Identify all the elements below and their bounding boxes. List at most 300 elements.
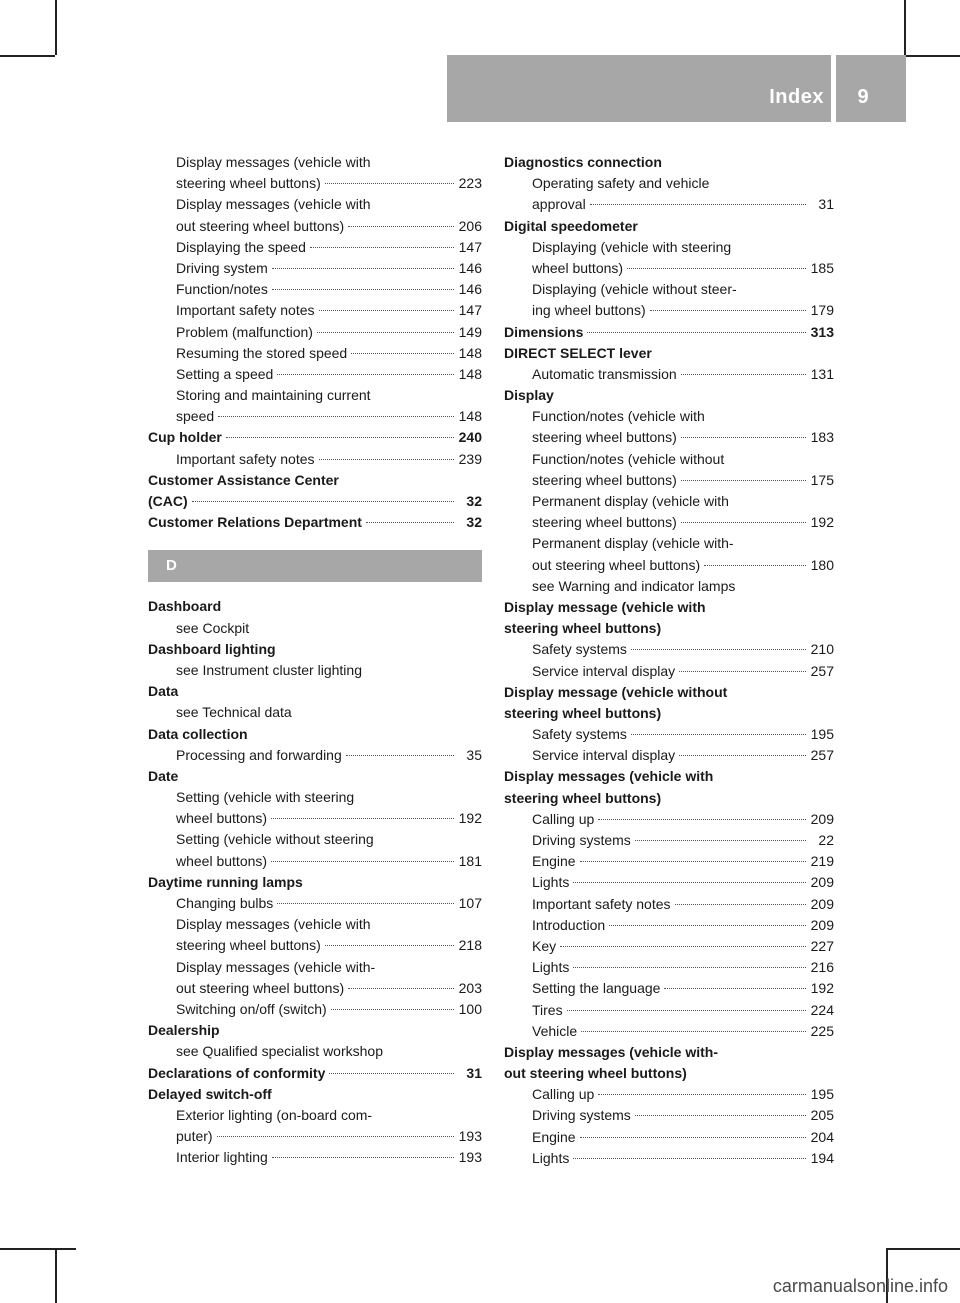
- entry-text: Data: [148, 683, 179, 700]
- index-entry[interactable]: [148, 491, 482, 512]
- index-subentry[interactable]: [504, 661, 834, 682]
- index-subentry: [148, 660, 482, 681]
- page-reference[interactable]: 148: [458, 344, 482, 361]
- index-subentry: [504, 576, 834, 597]
- index-entry: [504, 216, 834, 237]
- page-reference[interactable]: 22: [818, 832, 834, 848]
- index-entry: [148, 681, 482, 702]
- page-reference[interactable]: 192: [810, 980, 834, 997]
- page-reference[interactable]: 313: [810, 323, 834, 340]
- index-subentry[interactable]: [504, 1148, 834, 1169]
- index-subentry[interactable]: [148, 978, 482, 999]
- index-subentry[interactable]: [504, 1021, 834, 1042]
- entry-text: steering wheel buttons): [176, 175, 321, 192]
- entry-text: Tires: [532, 1001, 563, 1018]
- dot-leader: [271, 818, 454, 819]
- page-reference[interactable]: 210: [810, 641, 834, 658]
- entry-text: Declarations of conformity: [148, 1064, 326, 1081]
- dot-leader: [272, 268, 454, 269]
- page-reference[interactable]: 206: [458, 217, 482, 234]
- entry-text: Operating safety and vehicle: [532, 175, 710, 192]
- entry-text: Dealership: [148, 1022, 220, 1039]
- index-entry: [148, 1020, 482, 1041]
- entry-text: Customer Assistance Center: [148, 471, 339, 488]
- dot-leader: [581, 1031, 806, 1032]
- index-subentry[interactable]: [148, 406, 482, 427]
- dot-leader: [272, 289, 454, 290]
- entry-text: Setting (vehicle with steering: [176, 789, 355, 806]
- entry-text: Important safety notes: [532, 895, 671, 912]
- index-entry: [148, 596, 482, 617]
- index-entry: [504, 152, 834, 173]
- index-subentry: [148, 914, 482, 935]
- entry-text: Exterior lighting (on-board com-: [176, 1106, 373, 1123]
- dot-leader: [271, 861, 454, 862]
- entry-text: Automatic transmission: [532, 365, 677, 382]
- page-reference[interactable]: 204: [810, 1128, 834, 1145]
- index-subentry[interactable]: [504, 745, 834, 766]
- page-reference[interactable]: 240: [458, 429, 482, 446]
- crop-mark-bottom-right-horizontal: [886, 1248, 960, 1250]
- index-subentry[interactable]: [148, 300, 482, 321]
- page-reference[interactable]: 192: [458, 810, 482, 827]
- index-subentry[interactable]: [148, 364, 482, 385]
- index-entry: [504, 385, 834, 406]
- page-reference[interactable]: 147: [458, 238, 482, 255]
- index-entry[interactable]: [504, 322, 834, 343]
- entry-text: Function/notes (vehicle with: [532, 408, 705, 425]
- index-subentry[interactable]: [504, 1000, 834, 1021]
- entry-text: Driving systems: [532, 832, 631, 848]
- index-entry: [504, 618, 834, 639]
- entry-text: Display message (vehicle with: [504, 598, 706, 615]
- entry-text: speed: [176, 408, 215, 425]
- watermark: carmanualsonline.info: [772, 1276, 948, 1296]
- page-reference[interactable]: 219: [810, 853, 834, 870]
- entry-text: Date: [148, 767, 179, 784]
- index-subentry[interactable]: [504, 639, 834, 660]
- index-subentry[interactable]: [504, 915, 834, 936]
- index-subentry[interactable]: [504, 512, 834, 533]
- index-subentry[interactable]: [504, 936, 834, 957]
- page-reference[interactable]: 195: [810, 1086, 834, 1103]
- index-subentry[interactable]: [148, 808, 482, 829]
- page-reference[interactable]: 179: [810, 302, 834, 319]
- index-entry: [504, 703, 834, 724]
- entry-text: Display messages (vehicle with-: [504, 1043, 718, 1060]
- index-subentry[interactable]: [148, 279, 482, 300]
- index-subentry[interactable]: [504, 427, 834, 448]
- index-subentry: [148, 194, 482, 215]
- page-reference[interactable]: 224: [810, 1001, 834, 1018]
- dot-leader: [675, 904, 806, 905]
- entry-text: Changing bulbs: [176, 895, 274, 911]
- entry-text: out steering wheel buttons): [176, 217, 345, 234]
- entry-text: Lights: [532, 1149, 570, 1166]
- dot-leader: [681, 374, 806, 375]
- dot-leader: [192, 501, 454, 502]
- index-subentry[interactable]: [504, 894, 834, 915]
- entry-text: Resuming the stored speed: [176, 344, 348, 361]
- dot-leader: [348, 226, 454, 227]
- dot-leader: [329, 1073, 454, 1074]
- dot-leader: [681, 522, 806, 523]
- page-reference[interactable]: 192: [810, 514, 834, 531]
- entry-text: Processing and forwarding: [176, 746, 342, 763]
- page-reference[interactable]: 203: [458, 979, 482, 996]
- page-reference[interactable]: 35: [466, 746, 482, 763]
- dot-leader: [664, 988, 806, 989]
- page-reference[interactable]: 100: [458, 1000, 482, 1017]
- page-reference[interactable]: 257: [810, 747, 834, 764]
- page-reference[interactable]: 195: [810, 726, 834, 743]
- entry-text: Displaying (vehicle without steer-: [532, 281, 737, 298]
- entry-text: steering wheel buttons): [532, 429, 677, 446]
- crop-mark-top-right-vertical: [904, 0, 906, 55]
- index-subentry[interactable]: [504, 978, 834, 999]
- index-subentry[interactable]: [148, 322, 482, 343]
- crop-mark-bottom-left-vertical: [55, 1248, 57, 1303]
- entry-text: Key: [532, 937, 557, 954]
- page-title: Index: [769, 86, 824, 108]
- dot-leader: [590, 204, 806, 205]
- dot-leader: [679, 671, 806, 672]
- page-reference[interactable]: 185: [810, 259, 834, 276]
- index-subentry[interactable]: [148, 237, 482, 258]
- index-subentry[interactable]: [148, 999, 482, 1020]
- dot-leader: [217, 1136, 454, 1137]
- index-entry: [148, 470, 482, 491]
- dot-leader: [319, 459, 454, 460]
- entry-text: steering wheel buttons): [532, 471, 677, 488]
- entry-text: Dashboard: [148, 598, 222, 615]
- index-entry: [504, 343, 834, 364]
- page-reference[interactable]: 131: [810, 365, 834, 382]
- entry-text: Daytime running lamps: [148, 873, 303, 890]
- index-subentry[interactable]: [148, 745, 482, 766]
- index-subentry[interactable]: [504, 872, 834, 893]
- entry-text: steering wheel buttons): [504, 704, 662, 721]
- page-reference[interactable]: 107: [458, 895, 482, 911]
- entry-text: Customer Relations Department: [148, 514, 362, 531]
- dot-leader: [560, 946, 806, 947]
- index-subentry: [504, 449, 834, 470]
- entry-text: Permanent display (vehicle with-: [532, 535, 734, 552]
- entry-text: Important safety notes: [176, 302, 315, 319]
- dot-leader: [650, 310, 806, 311]
- index-subentry[interactable]: [148, 258, 482, 279]
- entry-text: see Warning and indicator lamps: [532, 577, 736, 594]
- entry-text: Digital speedometer: [504, 217, 638, 234]
- entry-text: (CAC): [148, 493, 188, 509]
- page-reference[interactable]: 149: [458, 323, 482, 340]
- page-reference[interactable]: 146: [458, 259, 482, 276]
- dot-leader: [331, 1009, 454, 1010]
- index-entry: [148, 639, 482, 660]
- page-reference[interactable]: 148: [458, 408, 482, 425]
- entry-text: Driving systems: [532, 1107, 631, 1124]
- page-reference[interactable]: 218: [458, 937, 482, 954]
- page-reference[interactable]: 193: [458, 1149, 482, 1166]
- index-subentry[interactable]: [504, 724, 834, 745]
- page-reference[interactable]: 146: [458, 281, 482, 298]
- index-subentry: [148, 1041, 482, 1062]
- dot-leader: [573, 967, 806, 968]
- entry-text: Introduction: [532, 916, 606, 933]
- entry-text: Delayed switch-off: [148, 1085, 272, 1102]
- dot-leader: [635, 840, 806, 841]
- page-reference[interactable]: 32: [466, 514, 482, 531]
- index-entry: [504, 597, 834, 618]
- entry-text: out steering wheel buttons): [504, 1065, 687, 1082]
- entry-text: Dashboard lighting: [148, 640, 276, 657]
- index-subentry[interactable]: [148, 893, 482, 914]
- dot-leader: [704, 565, 806, 566]
- index-subentry[interactable]: [148, 1147, 482, 1168]
- entry-text: Engine: [532, 853, 576, 870]
- entry-text: Storing and maintaining current: [176, 387, 371, 404]
- entry-text: Data collection: [148, 725, 248, 742]
- entry-text: wheel buttons): [532, 259, 624, 276]
- entry-text: steering wheel buttons): [504, 789, 662, 806]
- page-reference[interactable]: 239: [458, 450, 482, 467]
- index-subentry[interactable]: [148, 173, 482, 194]
- entry-text: Problem (malfunction): [176, 323, 313, 340]
- index-entry: [504, 1042, 834, 1063]
- page-reference[interactable]: 175: [810, 471, 834, 488]
- page-reference[interactable]: 194: [810, 1149, 834, 1166]
- index-subentry: [148, 702, 482, 723]
- index-entry: [504, 1063, 834, 1084]
- index-subentry: [148, 618, 482, 639]
- entry-text: Function/notes: [176, 281, 268, 298]
- dot-leader: [631, 734, 806, 735]
- index-subentry[interactable]: [504, 830, 834, 851]
- index-entry[interactable]: [148, 1063, 482, 1084]
- entry-text: Displaying (vehicle with steering: [532, 238, 732, 255]
- entry-text: Lights: [532, 874, 570, 891]
- dot-leader: [573, 1158, 806, 1159]
- index-subentry: [504, 533, 834, 554]
- index-subentry: [504, 491, 834, 512]
- entry-text: Display messages (vehicle with: [176, 916, 371, 933]
- index-entry: [504, 682, 834, 703]
- entry-text: Setting the language: [532, 980, 661, 997]
- dot-leader: [587, 332, 806, 333]
- entry-text: wheel buttons): [176, 852, 268, 869]
- page-reference[interactable]: 31: [466, 1064, 482, 1081]
- page-reference[interactable]: 216: [810, 959, 834, 976]
- index-subentry[interactable]: [504, 364, 834, 385]
- index-entry[interactable]: [148, 427, 482, 448]
- crop-mark-bottom-left-horizontal: [0, 1248, 76, 1250]
- dot-leader: [277, 374, 454, 375]
- dot-leader: [317, 332, 454, 333]
- page-reference[interactable]: 209: [810, 916, 834, 933]
- entry-text: ing wheel buttons): [532, 302, 646, 319]
- dot-leader: [310, 247, 454, 248]
- index-subentry[interactable]: [504, 1084, 834, 1105]
- dot-leader: [366, 522, 454, 523]
- entry-text: DIRECT SELECT lever: [504, 344, 652, 361]
- crop-mark-top-right-horizontal: [906, 55, 960, 57]
- entry-text: Calling up: [532, 1086, 595, 1103]
- dot-leader: [346, 755, 454, 756]
- entry-text: approval: [532, 196, 586, 213]
- index-subentry[interactable]: [504, 300, 834, 321]
- page-reference[interactable]: 209: [810, 874, 834, 891]
- index-entry: [504, 766, 834, 787]
- page-reference[interactable]: 31: [818, 196, 834, 213]
- index-subentry[interactable]: [148, 1126, 482, 1147]
- entry-text: steering wheel buttons): [176, 937, 321, 954]
- index-subentry: [504, 279, 834, 300]
- index-subentry[interactable]: [148, 851, 482, 872]
- index-entry: [148, 766, 482, 787]
- index-subentry: [148, 829, 482, 850]
- index-subentry[interactable]: [504, 194, 834, 215]
- entry-text: Display messages (vehicle with-: [176, 958, 376, 975]
- entry-text: see Technical data: [176, 704, 292, 721]
- entry-text: Display message (vehicle without: [504, 683, 728, 700]
- index-subentry: [148, 957, 482, 978]
- crop-mark-top-left-vertical: [55, 0, 57, 55]
- dot-leader: [580, 861, 806, 862]
- dot-leader: [679, 755, 806, 756]
- page-number: 9: [857, 86, 869, 108]
- page-reference[interactable]: 257: [810, 662, 834, 679]
- dot-leader: [573, 882, 806, 883]
- entry-text: Driving system: [176, 259, 268, 276]
- index-subentry[interactable]: [504, 258, 834, 279]
- index-column-left: [148, 152, 482, 1168]
- dot-leader: [567, 1010, 806, 1011]
- page-reference[interactable]: 181: [458, 852, 482, 869]
- entry-text: Important safety notes: [176, 450, 315, 467]
- dot-leader: [635, 1115, 806, 1116]
- dot-leader: [325, 183, 454, 184]
- index-subentry[interactable]: [504, 809, 834, 830]
- page-reference[interactable]: 209: [810, 895, 834, 912]
- entry-text: Display messages (vehicle with: [176, 196, 371, 213]
- dot-leader: [325, 945, 454, 946]
- entry-text: see Qualified specialist workshop: [176, 1043, 383, 1060]
- index-entry: [148, 872, 482, 893]
- index-subentry[interactable]: [504, 957, 834, 978]
- dot-leader: [319, 310, 454, 311]
- entry-text: out steering wheel buttons): [532, 556, 701, 573]
- dot-leader: [226, 437, 454, 438]
- dot-leader: [218, 416, 454, 417]
- index-subentry: [504, 173, 834, 194]
- page-reference[interactable]: 193: [458, 1128, 482, 1145]
- entry-text: Vehicle: [532, 1022, 578, 1039]
- page-reference[interactable]: 180: [810, 556, 834, 573]
- index-subentry[interactable]: [148, 343, 482, 364]
- entry-text: Service interval display: [532, 747, 676, 764]
- index-column-right: [504, 152, 834, 1169]
- index-entry[interactable]: [148, 512, 482, 533]
- entry-text: out steering wheel buttons): [176, 979, 345, 996]
- entry-text: Permanent display (vehicle with: [532, 493, 729, 509]
- index-subentry: [148, 385, 482, 406]
- page-reference[interactable]: 183: [810, 429, 834, 446]
- entry-text: wheel buttons): [176, 810, 268, 827]
- entry-text: Safety systems: [532, 726, 627, 743]
- entry-text: Display messages (vehicle with: [504, 768, 714, 785]
- entry-text: Diagnostics connection: [504, 154, 662, 170]
- index-subentry[interactable]: [504, 555, 834, 576]
- entry-text: Setting a speed: [176, 365, 274, 382]
- entry-text: Service interval display: [532, 662, 676, 679]
- dot-leader: [627, 268, 806, 269]
- entry-text: Display: [504, 387, 554, 404]
- entry-text: Dimensions: [504, 323, 584, 340]
- entry-text: Engine: [532, 1128, 576, 1145]
- dot-leader: [351, 353, 454, 354]
- dot-leader: [631, 649, 806, 650]
- dot-leader: [277, 903, 454, 904]
- page-reference[interactable]: 225: [810, 1022, 834, 1039]
- page-reference[interactable]: 209: [810, 810, 834, 827]
- index-subentry: [148, 152, 482, 173]
- entry-text: Setting (vehicle without steering: [176, 831, 374, 848]
- entry-text: Calling up: [532, 810, 595, 827]
- entry-text: puter): [176, 1128, 213, 1145]
- index-subentry[interactable]: [504, 470, 834, 491]
- index-subentry: [504, 237, 834, 258]
- entry-text: Safety systems: [532, 641, 627, 658]
- page-reference[interactable]: 147: [458, 302, 482, 319]
- dot-leader: [348, 988, 454, 989]
- index-subentry: [148, 787, 482, 808]
- index-subentry[interactable]: [148, 216, 482, 237]
- index-subentry: [504, 406, 834, 427]
- page-reference[interactable]: 32: [466, 493, 482, 509]
- entry-text: see Cockpit: [176, 619, 250, 636]
- entry-text: steering wheel buttons): [504, 620, 662, 637]
- page-reference[interactable]: 223: [458, 175, 482, 192]
- section-header: D: [148, 550, 482, 582]
- index-subentry[interactable]: [504, 1127, 834, 1148]
- entry-text: Function/notes (vehicle without: [532, 450, 725, 467]
- dot-leader: [598, 1094, 806, 1095]
- page-reference[interactable]: 227: [810, 937, 834, 954]
- entry-text: Displaying the speed: [176, 238, 306, 255]
- entry-text: steering wheel buttons): [532, 514, 677, 531]
- entry-text: Lights: [532, 959, 570, 976]
- entry-text: see Instrument cluster lighting: [176, 661, 362, 678]
- entry-text: Cup holder: [148, 429, 222, 446]
- dot-leader: [598, 819, 806, 820]
- page-reference[interactable]: 205: [810, 1107, 834, 1124]
- index-subentry[interactable]: [148, 935, 482, 956]
- dot-leader: [681, 437, 806, 438]
- index-entry: [504, 788, 834, 809]
- crop-mark-top-left-horizontal: [0, 55, 55, 57]
- dot-leader: [272, 1157, 454, 1158]
- index-subentry[interactable]: [504, 851, 834, 872]
- entry-text: Switching on/off (switch): [176, 1000, 327, 1017]
- index-subentry[interactable]: [148, 449, 482, 470]
- index-subentry: [148, 1105, 482, 1126]
- dot-leader: [580, 1137, 806, 1138]
- entry-text: Interior lighting: [176, 1149, 268, 1166]
- dot-leader: [681, 480, 806, 481]
- dot-leader: [609, 925, 806, 926]
- page-reference[interactable]: 148: [458, 365, 482, 382]
- index-subentry[interactable]: [504, 1105, 834, 1126]
